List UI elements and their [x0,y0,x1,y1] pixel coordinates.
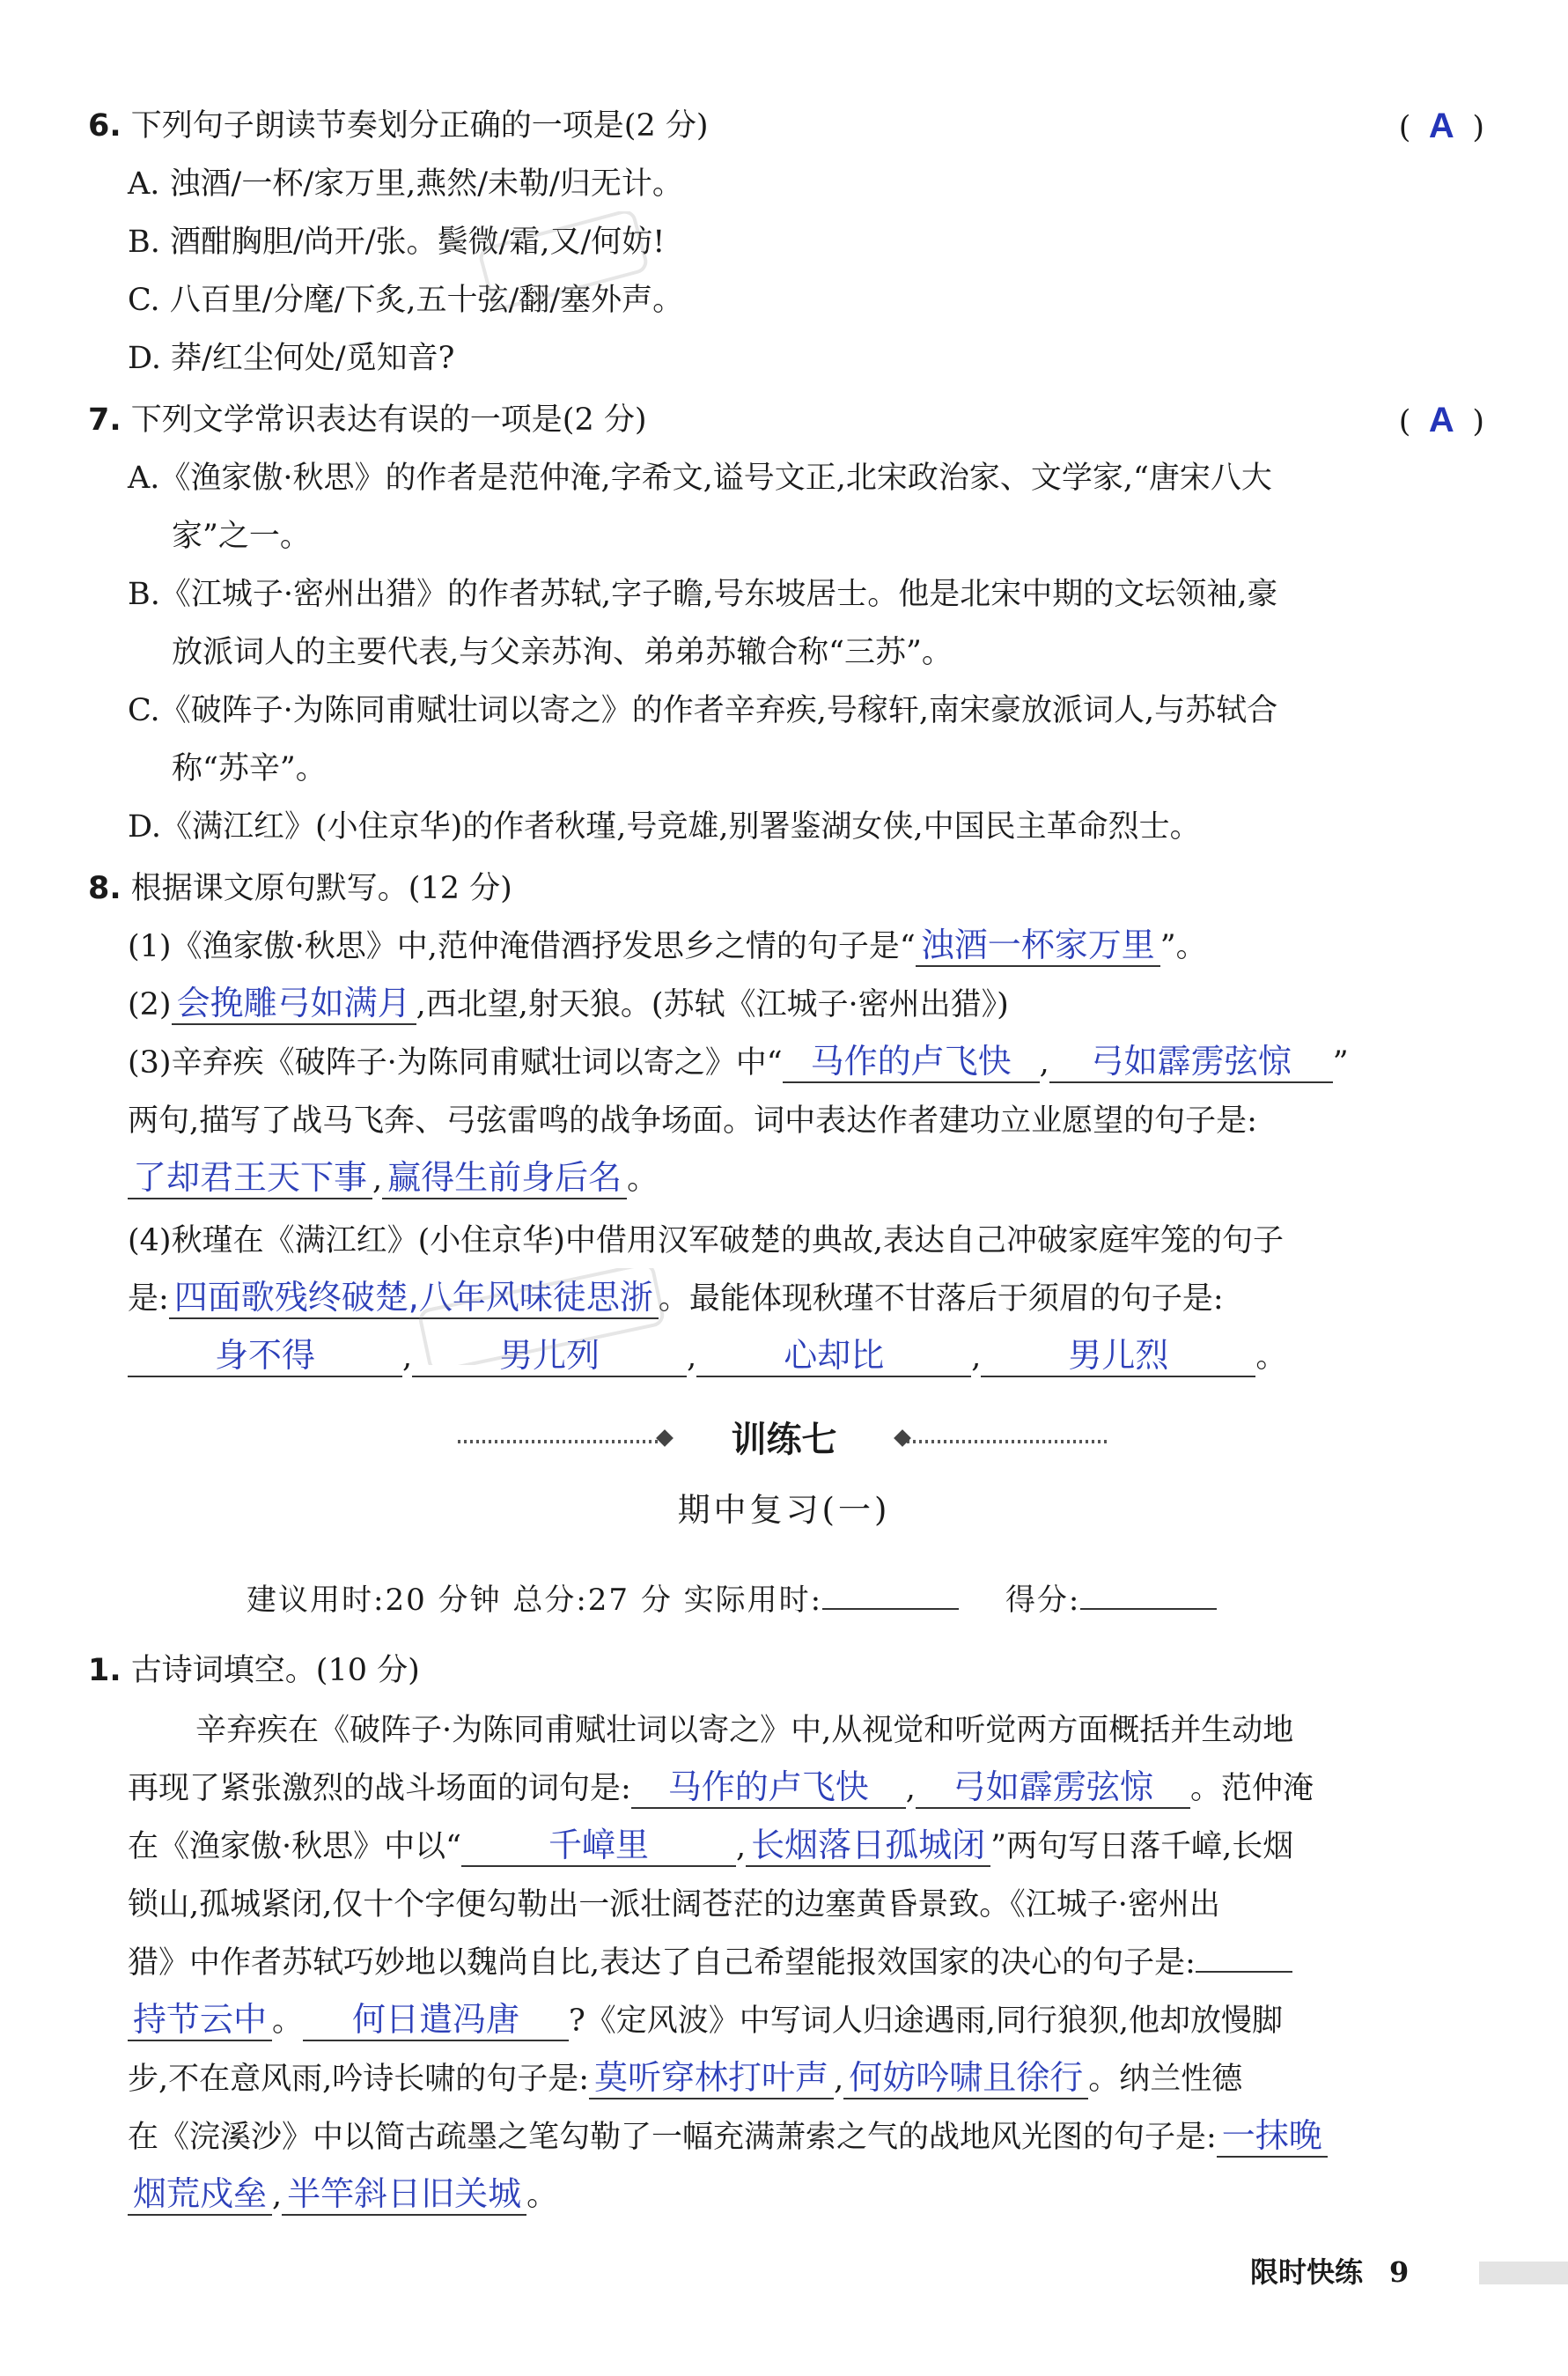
section-meta [247,1578,1217,1622]
paren-open: ( [1398,110,1411,145]
answer-fill: 四面歌残终破楚,八年风味徒思浙 [169,1277,659,1319]
actual-time-blank[interactable] [822,1582,959,1610]
paren-open: ( [1398,404,1411,439]
answer-fill: 男儿列 [412,1335,687,1377]
answer-fill: 心却比 [696,1335,971,1377]
sub-text: 。 [526,2178,558,2213]
sub-text: 在《渔家傲·秋思》中以“ [128,1829,462,1864]
q7-answer-paren [1399,398,1484,444]
answer-fill: 持节云中 [128,1999,272,2041]
option-a: A.《渔家傲·秋思》的作者是范仲淹,字希文,谥号文正,北宋政治家、文学家,“唐宋八大 [128,461,1272,496]
sub-text: 步,不在意风雨,吟诗长啸的句子是: [128,2062,590,2097]
option-b: B. 酒酣胸胆/尚开/张。鬓微/霜,又/何妨! [128,225,666,260]
question-text: 古诗词填空。(10 分) [130,1653,420,1688]
sub-text: ” [1332,1045,1349,1081]
answer-fill: 半竿斜日旧关城 [282,2173,526,2216]
sub-text: 猎》中作者苏轼巧妙地以魏尚自比,表达了自己希望能报效国家的决心的句子是: [128,1945,1196,1981]
sub-text: (3)辛弃疾《破阵子·为陈同甫赋壮词以寄之》中“ [128,1045,783,1081]
option-a-cont: 家”之一。 [172,519,311,554]
sub-text: (2) [128,987,172,1022]
watermark-shape [475,211,651,308]
sub-text: , [736,1829,747,1864]
sub-text: 再现了紧张激烈的战斗场面的词句是: [128,1771,631,1806]
question-number: 1. [88,1653,121,1688]
question-text: 根据课文原句默写。(12 分) [130,871,512,906]
option-d: D. 莽/红尘何处/觅知音? [128,341,455,376]
sub-text: 。 [627,1162,659,1197]
sub-text: , [687,1339,697,1375]
score-blank[interactable] [1080,1582,1217,1610]
option-c: C.《破阵子·为陈同甫赋壮词以寄之》的作者辛弃疾,号稼轩,南宋豪放派词人,与苏轼合 [128,693,1278,728]
q8-sub3-line2: 两句,描写了战马飞奔、弓弦雷鸣的战争场面。词中表达作者建功立业愿望的句子是: [128,1103,1257,1139]
sub-text: , [272,2178,283,2213]
p1-line8 [128,2115,1328,2159]
answer-fill: 弓如霹雳弦惊 [1049,1041,1333,1083]
q8-sub3 [128,1041,1349,1085]
blank-line [1196,1944,1292,1973]
question-text: 下列文学常识表达有误的一项是(2 分) [130,402,647,438]
p1-line4: 锁山,孤城紧闭,仅十个字便勾勒出一派壮阔苍茫的边塞黄昏景致。《江城子·密州出 [128,1887,1220,1922]
section-title: 训练七 [731,1420,837,1460]
question-number: 7. [88,402,121,438]
footer-bar [1479,2262,1568,2284]
option-a: A. 浊酒/一杯/家万里,燕然/未勒/归无计。 [128,166,683,202]
q8-stem [88,867,512,911]
q8-sub3-line3 [128,1157,658,1201]
answer-fill: 身不得 [128,1335,402,1377]
q6-stem [88,104,709,148]
score-label: 得分: [1005,1583,1081,1618]
answer-fill: 千嶂里 [461,1825,736,1867]
q7-answer: A [1428,401,1454,439]
sub-text: 。最能体现秋瑾不甘落后于须眉的句子是: [658,1281,1224,1317]
answer-fill: 马作的卢飞快 [783,1041,1040,1083]
p1-line5 [128,1941,1292,1985]
answer-fill: 烟荒戍垒 [128,2173,272,2216]
p1-line9 [128,2173,557,2217]
answer-fill: 马作的卢飞快 [631,1767,906,1809]
sub-text: 是: [128,1281,169,1317]
p1-line3 [128,1825,1293,1869]
page-number: 9 [1389,2255,1410,2289]
answer-fill: 莫听穿林打叶声 [589,2057,834,2099]
sub-text: 在《浣溪沙》中以简古疏墨之笔勾勒了一幅充满萧索之气的战地风光图的句子是: [128,2120,1217,2155]
sub-text: 。 [1255,1339,1287,1375]
sub-text: ”。 [1159,929,1207,964]
answer-fill: 何日遣冯唐 [303,1999,569,2041]
option-c: C. 八百里/分麾/下炙,五十弦/翻/塞外声。 [128,283,684,318]
sub-text: (1)《渔家傲·秋思》中,范仲淹借酒抒发思乡之情的句子是“ [128,929,916,964]
option-b-cont: 放派词人的主要代表,与父亲苏洵、弟弟苏辙合称“三苏”。 [172,635,953,670]
p1-line1: 辛弃疾在《破阵子·为陈同甫赋壮词以寄之》中,从视觉和听觉两方面概括并生动地 [195,1713,1294,1748]
sub-text: 。纳兰性德 [1088,2062,1243,2097]
section-subtitle: 期中复习(一) [677,1491,891,1529]
sub-text: , [372,1162,383,1197]
paren-close: ) [1472,404,1484,439]
p1-line7 [128,2057,1242,2101]
page-footer [1250,2250,1409,2294]
option-b: B.《江城子·密州出猎》的作者苏轼,字子瞻,号东坡居士。他是北宋中期的文坛领袖,豪 [128,577,1278,612]
section-header [0,1413,1568,1466]
question-number: 6. [88,108,121,144]
sub-text: , [905,1771,916,1806]
answer-fill: 赢得生前身后名 [382,1157,627,1199]
sub-text: ”两句写日落千嶂,长烟 [990,1829,1294,1864]
answer-fill: 一抹晚 [1217,2115,1328,2158]
answer-fill: 弓如霹雳弦惊 [916,1767,1190,1809]
option-d: D.《满江红》(小住京华)的作者秋瑾,号竞雄,别署鉴湖女侠,中国民主革命烈士。 [128,809,1201,845]
sub-text: ?《定风波》中写词人归途遇雨,同行狼狈,他却放慢脚 [569,2003,1284,2039]
meta-text: 建议用时:20 分钟 总分:27 分 实际用时: [247,1583,823,1618]
sub-text: , [1039,1045,1049,1081]
q8-sub2 [128,983,1009,1027]
q6-answer-paren [1399,104,1484,150]
q8-sub1 [128,925,1207,969]
sub-text: , [402,1339,413,1375]
footer-label: 限时快练 [1250,2255,1364,2289]
sub-text: , [971,1339,982,1375]
answer-fill: 长烟落日孤城闭 [746,1825,990,1867]
q8-sub4-line3 [128,1335,1286,1379]
question-text: 下列句子朗读节奏划分正确的一项是(2 分) [130,108,709,144]
option-c-cont: 称“苏辛”。 [172,751,327,786]
answer-fill: 了却君王天下事 [128,1157,372,1199]
answer-fill: 何妨吟啸且徐行 [843,2057,1088,2099]
sub-text: 。范仲淹 [1189,1771,1314,1806]
sub-text: 。 [272,2003,304,2039]
paren-close: ) [1472,110,1484,145]
sub-text: ,西北望,射天狼。(苏轼《江城子·密州出猎》) [416,987,1009,1022]
question-number: 8. [88,871,121,906]
answer-fill: 浊酒一杯家万里 [916,925,1160,967]
p1-line2 [128,1767,1314,1811]
q6-answer: A [1428,107,1454,145]
sub-text: , [834,2062,844,2097]
answer-fill: 会挽雕弓如满月 [172,983,416,1025]
watermark-shape [414,1268,678,1365]
p1-stem [88,1649,420,1693]
answer-fill: 男儿烈 [981,1335,1255,1377]
p1-line6 [128,1999,1283,2043]
q7-stem [88,398,647,442]
q8-sub4-line1: (4)秋瑾在《满江红》(小住京华)中借用汉军破楚的典故,表达自己冲破家庭牢笼的句子 [128,1223,1285,1258]
